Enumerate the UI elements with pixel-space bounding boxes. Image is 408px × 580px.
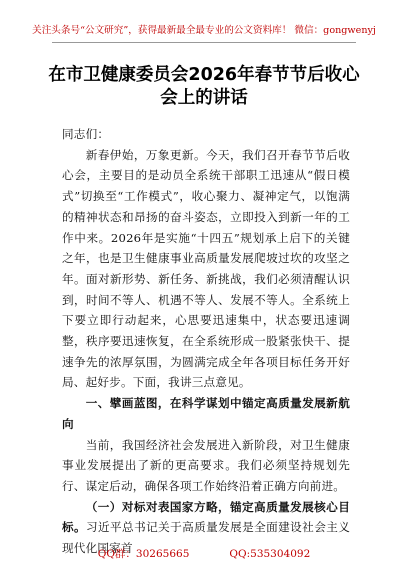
title-line-1: 在市卫健康委员会2026年春节节后收心 — [48, 65, 360, 85]
footer — [0, 546, 408, 561]
document-title — [40, 64, 368, 110]
section-heading-1: 一、擘画蓝图，在科学谋划中锚定高质量发展新航向 — [62, 396, 350, 431]
salutation: 同志们： — [62, 127, 110, 141]
header-divider — [52, 42, 356, 43]
header-banner: 关注头条号“公文研究”，获得最新最全最专业的公文资料库！ 微信：gongwenyj — [32, 25, 376, 36]
title-line-2: 会上的讲话 — [160, 88, 248, 108]
subsection-heading-1: （一）对标对表国家方略，锚定高质量发展核心目标。 — [62, 499, 350, 535]
paragraph-opening: 新春伊始，万象更新。今天，我们召开春节节后收心会，主要目的是动员全系统干部职工迅速从“假日模式”切换至“工作模式”，收心聚力、凝神定气，以饱满的精神状态和昂扬的奋斗姿态，立即投入到新一年的工作中来。2026年是实施“十四五”规划承上启下的关键之年，也是卫生健康事业高质量发展爬坡过坎的攻坚之年。面对新形势、新任务、新挑战，我们必须清醒认识到，时间不等人、机遇不等人、发展不等人。全系统上下要立即行动起来，心思要迅速集中，状态要迅速调整，秩序要迅速恢复，在全系统形成一股紧张快干、提速争先的浓厚氛围，为圆满完成全年各项目标任务开好局、起好步。下面，我讲三点意见。 — [62, 147, 350, 390]
paragraph-section-1-intro: 当前，我国经济社会发展进入新阶段，对卫生健康事业发展提出了新的更高要求。我们必须坚持规划先行、谋定后动，确保各项工作始终沿着正确方向前进。 — [62, 437, 350, 493]
footer-qq-group: QQ群：30265665 — [97, 548, 190, 560]
footer-qq: QQ:535304092 — [229, 548, 311, 560]
document-body — [62, 124, 350, 559]
subsection-1-text: 习近平总书记关于高质量发展是全面建设社会主义现代化国家首 — [62, 520, 351, 556]
